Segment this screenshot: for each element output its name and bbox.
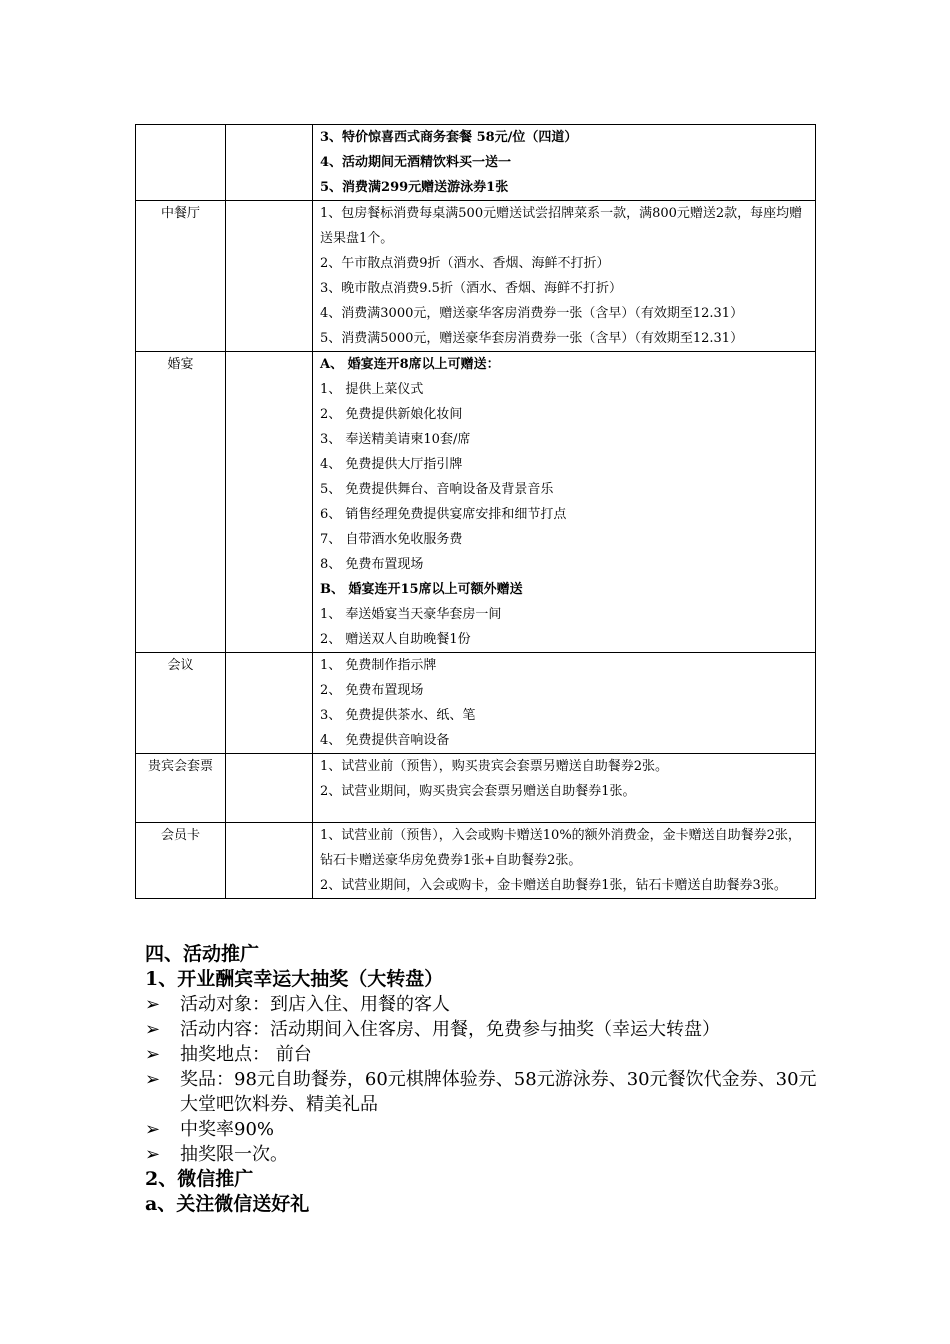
western-item-5: 5、消费满299元赠送游泳券1张: [320, 180, 509, 195]
table-row-vip-package: [136, 754, 816, 823]
category-cell-vip-package: [136, 754, 226, 823]
category-cell-western: [136, 125, 226, 201]
bullet-item-location: [145, 1042, 825, 1067]
subsection-lucky-draw: 1、开业酬宾幸运大抽奖（大转盘）: [145, 968, 444, 990]
section-title: 四、活动推广: [145, 943, 260, 965]
arrow-bullet-icon: ➢: [145, 1044, 161, 1065]
wedding-item-a1: 1、 提供上菜仪式: [320, 382, 424, 397]
wedding-heading-a: A、 婚宴连开8席以上可赠送：: [320, 357, 500, 372]
details-cell-chinese-restaurant: [313, 201, 816, 352]
chinese-item-3: 3、晚市散点消费9.5折（酒水、香烟、海鲜不打折）: [320, 281, 622, 296]
wedding-item-a3: 3、 奉送精美请柬10套/席: [320, 432, 471, 447]
bullet-item-prizes: [145, 1067, 825, 1117]
arrow-bullet-icon: ➢: [145, 1069, 161, 1090]
member-item-2: 2、试营业期间，入会或购卡，金卡赠送自助餐券1张，钻石卡赠送自助餐券3张。: [320, 878, 787, 893]
wedding-item-a6: 6、 销售经理免费提供宴席安排和细节打点: [320, 507, 567, 522]
category-label-meeting: 会议: [167, 658, 194, 673]
empty-cell-chinese-restaurant: [226, 201, 313, 352]
details-cell-western: [313, 125, 816, 201]
arrow-bullet-icon: ➢: [145, 1144, 161, 1165]
details-cell-meeting: [313, 653, 816, 754]
meeting-item-4: 4、 免费提供音响设备: [320, 733, 450, 748]
western-item-3: 3、特价惊喜西式商务套餐 58元/位（四道）: [320, 130, 578, 145]
category-label-vip-package: 贵宾会套票: [147, 759, 213, 774]
table-row-member-card: [136, 823, 816, 899]
empty-cell-western: [226, 125, 313, 201]
western-item-4: 4、活动期间无酒精饮料买一送一: [320, 155, 512, 170]
meeting-item-1: 1、 免费制作指示牌: [320, 658, 437, 673]
arrow-bullet-icon: ➢: [145, 994, 161, 1015]
bullet-text-prizes: 奖品：98元自助餐券，60元棋牌体验券、58元游泳券、30元餐饮代金券、30元大堂吧饮料券、精美礼品: [180, 1069, 817, 1115]
subsection-wechat: 2、微信推广: [145, 1168, 254, 1190]
category-label-member-card: 会员卡: [160, 828, 200, 843]
empty-cell-meeting: [226, 653, 313, 754]
wedding-item-a8: 8、 免费布置现场: [320, 557, 424, 572]
bullet-text-target: 活动对象：到店入住、用餐的客人: [180, 994, 450, 1015]
empty-cell-vip-package: [226, 754, 313, 823]
table-row-chinese-restaurant: [136, 201, 816, 352]
chinese-item-4: 4、消费满3000元，赠送豪华客房消费券一张（含早）（有效期至12.31）: [320, 306, 744, 321]
promotion-section: [145, 942, 825, 1217]
category-label-wedding: 婚宴: [167, 357, 194, 372]
empty-cell-wedding: [226, 352, 313, 653]
arrow-bullet-icon: ➢: [145, 1119, 161, 1140]
subsection-wechat-follow: a、关注微信送好礼: [145, 1193, 310, 1215]
chinese-item-5: 5、消费满5000元，赠送豪华套房消费券一张（含早）（有效期至12.31）: [320, 331, 744, 346]
meeting-item-2: 2、 免费布置现场: [320, 683, 424, 698]
empty-cell-member-card: [226, 823, 313, 899]
table-row-meeting: [136, 653, 816, 754]
table-row-western: [136, 125, 816, 201]
wedding-heading-b: B、 婚宴连开15席以上可额外赠送: [320, 582, 523, 597]
details-cell-member-card: [313, 823, 816, 899]
promotion-table: [135, 124, 816, 899]
vip-item-2: 2、试营业期间，购买贵宾会套票另赠送自助餐券1张。: [320, 784, 636, 799]
bullet-text-content: 活动内容：活动期间入住客房、用餐，免费参与抽奖（幸运大转盘）: [180, 1019, 720, 1040]
member-item-1: 1、试营业前（预售），入会或购卡赠送10%的额外消费金，金卡赠送自助餐券2张，钻石卡赠送豪华房免费券1张+自助餐券2张。: [320, 828, 801, 868]
wedding-item-a4: 4、 免费提供大厅指引牌: [320, 457, 463, 472]
bullet-item-win-rate: [145, 1117, 825, 1142]
category-cell-chinese-restaurant: [136, 201, 226, 352]
bullet-item-content: [145, 1017, 825, 1042]
wedding-item-b2: 2、 赠送双人自助晚餐1份: [320, 632, 471, 647]
vip-item-1: 1、试营业前（预售），购买贵宾会套票另赠送自助餐券2张。: [320, 759, 669, 774]
table-row-wedding: [136, 352, 816, 653]
chinese-item-1: 1、包房餐标消费每桌满500元赠送试尝招牌菜系一款，满800元赠送2款，每座均赠送果盘1个。: [320, 206, 803, 246]
details-cell-vip-package: [313, 754, 816, 823]
bullet-item-target: [145, 992, 825, 1017]
meeting-item-3: 3、 免费提供茶水、纸、笔: [320, 708, 476, 723]
bullet-item-limit: [145, 1142, 825, 1167]
wedding-item-a7: 7、 自带酒水免收服务费: [320, 532, 463, 547]
arrow-bullet-icon: ➢: [145, 1019, 161, 1040]
bullet-text-limit: 抽奖限一次。: [180, 1144, 288, 1165]
category-cell-member-card: [136, 823, 226, 899]
category-cell-meeting: [136, 653, 226, 754]
category-label-chinese-restaurant: 中餐厅: [160, 206, 200, 221]
wedding-item-a2: 2、 免费提供新娘化妆间: [320, 407, 463, 422]
chinese-item-2: 2、午市散点消费9折（酒水、香烟、海鲜不打折）: [320, 256, 610, 271]
bullet-text-win-rate: 中奖率90%: [180, 1119, 275, 1140]
details-cell-wedding: [313, 352, 816, 653]
vip-spacer: [320, 804, 811, 822]
bullet-text-location: 抽奖地点： 前台: [180, 1044, 312, 1065]
wedding-item-a5: 5、 免费提供舞台、音响设备及背景音乐: [320, 482, 554, 497]
wedding-item-b1: 1、 奉送婚宴当天豪华套房一间: [320, 607, 502, 622]
category-cell-wedding: [136, 352, 226, 653]
